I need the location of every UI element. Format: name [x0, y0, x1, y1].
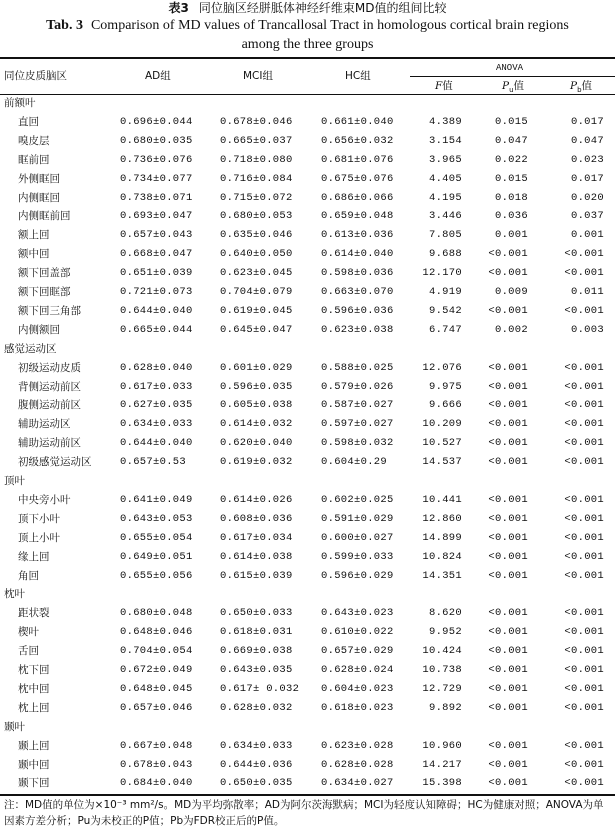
header-pu: $P_u$值	[502, 80, 525, 95]
cell-hc: 0.588±0.025	[321, 361, 394, 374]
region-name: 顶下小叶	[18, 512, 60, 525]
cell-ad: 0.657±0.046	[120, 701, 193, 714]
region-name: 辅助运动区	[18, 418, 71, 431]
cell-ad: 0.643±0.053	[120, 512, 193, 525]
cell-f: 14.899	[422, 531, 462, 544]
caption-cn	[0, 0, 615, 16]
cell-f: 9.975	[428, 380, 462, 393]
cell-pb: <0.001	[564, 493, 604, 506]
caption-cn-label: 表3	[168, 1, 189, 15]
cell-mci: 0.680±0.053	[220, 210, 293, 223]
cell-hc: 0.634±0.027	[321, 777, 394, 790]
table-note: 注：MD值的单位为×10⁻³ mm²/s。MD为平均弥散率；AD为阿尔茨海默病；MCI为轻度认知障碍；HC为健康对照；ANOVA为单因素方差分析；Pu为未校正的P值；Pb为FDR校正后的P值。	[4, 799, 604, 827]
cell-pu: <0.001	[488, 682, 528, 695]
cell-hc: 0.618±0.023	[321, 701, 394, 714]
cell-f: 3.154	[428, 134, 462, 147]
anova-rule	[410, 76, 615, 77]
region-name: 直回	[18, 115, 39, 128]
caption-en-title-2: among the three groups	[241, 37, 374, 52]
cell-ad: 0.696±0.044	[120, 115, 193, 128]
cell-hc: 0.591±0.029	[321, 512, 394, 525]
cell-mci: 0.619±0.032	[220, 456, 293, 469]
cell-ad: 0.657±0.043	[120, 229, 193, 242]
region-name: 额中回	[18, 248, 50, 261]
cell-mci: 0.614±0.026	[220, 493, 293, 506]
region-name: 额下回眶部	[18, 286, 71, 298]
cell-f: 4.919	[428, 286, 462, 298]
header-f: F值	[435, 80, 453, 92]
cell-f: 10.738	[422, 664, 462, 676]
cell-hc: 0.659±0.048	[321, 210, 394, 223]
cell-pb: 0.047	[570, 134, 604, 147]
cell-pb: <0.001	[564, 304, 604, 317]
region-name: 背侧运动前区	[18, 380, 81, 393]
cell-mci: 0.704±0.079	[220, 286, 293, 298]
header-ad: AD组	[145, 70, 171, 82]
cell-pu: <0.001	[488, 304, 528, 317]
cell-ad: 0.693±0.047	[120, 210, 193, 223]
cell-f: 15.398	[422, 777, 462, 790]
cell-pb: <0.001	[564, 267, 604, 280]
cell-ad: 0.655±0.054	[120, 531, 193, 544]
group-heading: 枕叶	[4, 588, 25, 601]
cell-mci: 0.628±0.032	[220, 701, 293, 714]
cell-ad: 0.628±0.040	[120, 361, 193, 374]
cell-pb: 0.020	[570, 191, 604, 204]
cell-pb: <0.001	[564, 399, 604, 412]
cell-pu: <0.001	[488, 380, 528, 393]
region-name: 额下回盖部	[18, 267, 71, 280]
group-heading: 感觉运动区	[4, 342, 57, 355]
caption-en-label: Tab. 3	[46, 18, 83, 33]
cell-pb: <0.001	[564, 777, 604, 790]
cell-hc: 0.614±0.040	[321, 248, 394, 261]
region-name: 楔叶	[18, 626, 39, 639]
cell-pb: <0.001	[564, 550, 604, 563]
region-name: 颞中回	[18, 758, 50, 771]
cell-ad: 0.738±0.071	[120, 191, 193, 204]
cell-mci: 0.596±0.035	[220, 380, 293, 393]
cell-pb: 0.011	[570, 286, 604, 298]
header-anova: ANOVA	[496, 63, 524, 73]
cell-pb: <0.001	[564, 682, 604, 695]
cell-f: 10.527	[422, 437, 462, 450]
region-name: 额上回	[18, 229, 50, 242]
region-name: 顶上小叶	[18, 531, 60, 544]
cell-mci: 0.601±0.029	[220, 361, 293, 374]
cell-f: 10.441	[422, 493, 462, 506]
cell-pb: <0.001	[564, 739, 604, 752]
cell-pu: <0.001	[488, 267, 528, 280]
cell-mci: 0.665±0.037	[220, 134, 293, 147]
cell-pb: <0.001	[564, 701, 604, 714]
cell-f: 12.860	[422, 512, 462, 525]
cell-mci: 0.650±0.033	[220, 607, 293, 620]
region-name: 缘上回	[18, 550, 50, 563]
group-heading: 顶叶	[4, 475, 25, 487]
cell-mci: 0.640±0.050	[220, 248, 293, 261]
header-mci: MCI组	[243, 70, 273, 82]
cell-hc: 0.623±0.028	[321, 739, 394, 752]
cell-pu: <0.001	[488, 456, 528, 469]
region-name: 内侧眶前回	[18, 210, 71, 223]
cell-hc: 0.597±0.027	[321, 418, 394, 431]
caption-en-line1	[0, 17, 615, 35]
cell-f: 12.076	[422, 361, 462, 374]
cell-f: 10.960	[422, 739, 462, 752]
region-name: 枕中回	[18, 682, 50, 695]
cell-hc: 0.579±0.026	[321, 380, 394, 393]
cell-f: 10.424	[422, 645, 462, 658]
cell-f: 10.824	[422, 550, 462, 563]
cell-f: 12.170	[422, 267, 462, 280]
cell-mci: 0.716±0.084	[220, 172, 293, 185]
region-name: 嗅皮层	[18, 134, 50, 147]
cell-pb: <0.001	[564, 626, 604, 639]
cell-pu: 0.002	[494, 323, 528, 336]
region-name: 眶前回	[18, 153, 50, 166]
cell-pb: <0.001	[564, 645, 604, 658]
cell-pu: <0.001	[488, 493, 528, 506]
cell-f: 9.688	[428, 248, 462, 261]
cell-f: 12.729	[422, 682, 462, 695]
cell-mci: 0.718±0.080	[220, 153, 293, 166]
cell-mci: 0.678±0.046	[220, 115, 293, 128]
cell-hc: 0.598±0.032	[321, 437, 394, 450]
cell-ad: 0.668±0.047	[120, 248, 193, 261]
cell-f: 6.747	[428, 323, 462, 336]
cell-ad: 0.655±0.056	[120, 569, 193, 582]
cell-ad: 0.644±0.040	[120, 304, 193, 317]
cell-ad: 0.648±0.045	[120, 682, 193, 695]
cell-pu: 0.001	[494, 229, 528, 242]
cell-mci: 0.635±0.046	[220, 229, 293, 242]
cell-ad: 0.648±0.046	[120, 626, 193, 639]
cell-mci: 0.634±0.033	[220, 739, 293, 752]
caption-cn-title: 同位脑区经胼胝体神经纤维束MD值的组间比较	[198, 1, 447, 15]
cell-pb: 0.003	[570, 323, 604, 336]
cell-hc: 0.598±0.036	[321, 267, 394, 280]
cell-pb: 0.001	[570, 229, 604, 242]
cell-hc: 0.686±0.066	[321, 191, 394, 204]
cell-pb: <0.001	[564, 569, 604, 582]
cell-pu: 0.022	[494, 153, 528, 166]
cell-pb: <0.001	[564, 380, 604, 393]
cell-pb: <0.001	[564, 664, 604, 676]
cell-pu: <0.001	[488, 512, 528, 525]
cell-ad: 0.678±0.043	[120, 758, 193, 771]
cell-pu: <0.001	[488, 418, 528, 431]
cell-ad: 0.667±0.048	[120, 739, 193, 752]
cell-pu: 0.018	[494, 191, 528, 204]
cell-ad: 0.641±0.049	[120, 493, 193, 506]
cell-ad: 0.680±0.035	[120, 134, 193, 147]
cell-hc: 0.596±0.036	[321, 304, 394, 317]
cell-mci: 0.618±0.031	[220, 626, 293, 639]
cell-pu: 0.047	[494, 134, 528, 147]
cell-pu: <0.001	[488, 399, 528, 412]
cell-hc: 0.610±0.022	[321, 626, 394, 639]
cell-mci: 0.644±0.036	[220, 758, 293, 771]
cell-hc: 0.657±0.029	[321, 645, 394, 658]
cell-hc: 0.656±0.032	[321, 134, 394, 147]
cell-f: 14.537	[422, 456, 462, 469]
cell-hc: 0.599±0.033	[321, 550, 394, 563]
region-name: 初级运动皮质	[18, 361, 81, 374]
cell-ad: 0.634±0.033	[120, 418, 193, 431]
region-name: 初级感觉运动区	[18, 456, 92, 469]
cell-pu: <0.001	[488, 248, 528, 261]
header-hc: HC组	[345, 70, 371, 82]
caption-en-line2	[0, 36, 615, 54]
header-pb: $P_b$值	[570, 80, 593, 95]
cell-pu: 0.036	[494, 210, 528, 223]
cell-pb: 0.017	[570, 172, 604, 185]
cell-ad: 0.680±0.048	[120, 607, 193, 620]
region-name: 内侧额回	[18, 323, 60, 336]
cell-pb: 0.023	[570, 153, 604, 166]
cell-hc: 0.613±0.036	[321, 229, 394, 242]
cell-pu: <0.001	[488, 626, 528, 639]
cell-hc: 0.675±0.076	[321, 172, 394, 185]
region-name: 舌回	[18, 645, 39, 658]
cell-f: 9.542	[428, 304, 462, 317]
cell-pu: <0.001	[488, 645, 528, 658]
cell-pu: <0.001	[488, 739, 528, 752]
cell-f: 4.389	[428, 115, 462, 128]
region-name: 颞下回	[18, 777, 50, 790]
cell-hc: 0.661±0.040	[321, 115, 394, 128]
cell-mci: 0.619±0.045	[220, 304, 293, 317]
cell-pu: 0.015	[494, 172, 528, 185]
cell-mci: 0.608±0.036	[220, 512, 293, 525]
cell-hc: 0.623±0.038	[321, 323, 394, 336]
region-name: 中央旁小叶	[18, 493, 71, 506]
table-top-rule	[0, 57, 615, 59]
group-heading: 颞叶	[4, 720, 25, 733]
cell-hc: 0.663±0.070	[321, 286, 394, 298]
cell-ad: 0.704±0.054	[120, 645, 193, 658]
cell-hc: 0.681±0.076	[321, 153, 394, 166]
region-name: 角回	[18, 569, 39, 582]
cell-mci: 0.643±0.035	[220, 664, 293, 676]
cell-pb: <0.001	[564, 531, 604, 544]
cell-ad: 0.684±0.040	[120, 777, 193, 790]
cell-pb: <0.001	[564, 607, 604, 620]
cell-f: 4.405	[428, 172, 462, 185]
cell-f: 14.217	[422, 758, 462, 771]
cell-f: 3.446	[428, 210, 462, 223]
cell-hc: 0.604±0.29	[321, 456, 388, 469]
region-name: 外侧眶回	[18, 172, 60, 185]
cell-mci: 0.617± 0.032	[220, 682, 300, 695]
cell-ad: 0.721±0.073	[120, 286, 193, 298]
cell-hc: 0.596±0.029	[321, 569, 394, 582]
cell-pb: 0.037	[570, 210, 604, 223]
cell-pb: <0.001	[564, 437, 604, 450]
cell-hc: 0.600±0.027	[321, 531, 394, 544]
cell-mci: 0.615±0.039	[220, 569, 293, 582]
cell-hc: 0.628±0.028	[321, 758, 394, 771]
cell-mci: 0.645±0.047	[220, 323, 293, 336]
cell-mci: 0.620±0.040	[220, 437, 293, 450]
cell-hc: 0.604±0.023	[321, 682, 394, 695]
cell-f: 7.805	[428, 229, 462, 242]
cell-ad: 0.657±0.53	[120, 456, 187, 469]
region-name: 额下回三角部	[18, 304, 81, 317]
cell-f: 8.620	[428, 607, 462, 620]
cell-mci: 0.614±0.038	[220, 550, 293, 563]
cell-ad: 0.651±0.039	[120, 267, 193, 280]
cell-pu: <0.001	[488, 777, 528, 790]
cell-pb: <0.001	[564, 361, 604, 374]
cell-pu: <0.001	[488, 701, 528, 714]
cell-pb: <0.001	[564, 456, 604, 469]
cell-pu: <0.001	[488, 531, 528, 544]
cell-mci: 0.650±0.035	[220, 777, 293, 790]
cell-pb: <0.001	[564, 418, 604, 431]
cell-pu: <0.001	[488, 550, 528, 563]
cell-pu: <0.001	[488, 437, 528, 450]
region-name: 辅助运动前区	[18, 437, 81, 450]
cell-ad: 0.649±0.051	[120, 550, 193, 563]
cell-pb: 0.017	[570, 115, 604, 128]
cell-ad: 0.617±0.033	[120, 380, 193, 393]
cell-ad: 0.627±0.035	[120, 399, 193, 412]
cell-ad: 0.672±0.049	[120, 664, 193, 676]
cell-pb: <0.001	[564, 248, 604, 261]
cell-f: 4.195	[428, 191, 462, 204]
caption-en-title-1: Comparison of MD values of Trancallosal Tract in homologous cortical brain regions	[90, 18, 569, 33]
cell-ad: 0.644±0.040	[120, 437, 193, 450]
cell-pu: <0.001	[488, 607, 528, 620]
group-heading: 前额叶	[4, 97, 36, 109]
cell-f: 9.952	[428, 626, 462, 639]
region-name: 枕下回	[18, 664, 50, 676]
cell-f: 3.965	[428, 153, 462, 166]
region-name: 枕上回	[18, 701, 50, 714]
cell-pu: <0.001	[488, 569, 528, 582]
cell-f: 10.209	[422, 418, 462, 431]
cell-f: 9.666	[428, 399, 462, 412]
cell-mci: 0.715±0.072	[220, 191, 293, 204]
cell-hc: 0.643±0.023	[321, 607, 394, 620]
cell-hc: 0.602±0.025	[321, 493, 394, 506]
cell-pu: <0.001	[488, 758, 528, 771]
cell-ad: 0.665±0.044	[120, 323, 193, 336]
cell-pb: <0.001	[564, 512, 604, 525]
cell-hc: 0.628±0.024	[321, 664, 394, 676]
cell-hc: 0.587±0.027	[321, 399, 394, 412]
cell-f: 9.892	[428, 701, 462, 714]
cell-f: 14.351	[422, 569, 462, 582]
cell-pu: <0.001	[488, 361, 528, 374]
table-bottom-rule	[0, 794, 615, 796]
cell-mci: 0.669±0.038	[220, 645, 293, 658]
region-name: 距状裂	[18, 607, 50, 620]
cell-mci: 0.617±0.034	[220, 531, 293, 544]
cell-pu: 0.009	[494, 286, 528, 298]
cell-mci: 0.623±0.045	[220, 267, 293, 280]
region-name: 内侧眶回	[18, 191, 60, 204]
cell-ad: 0.736±0.076	[120, 153, 193, 166]
cell-pb: <0.001	[564, 758, 604, 771]
cell-ad: 0.734±0.077	[120, 172, 193, 185]
cell-pu: 0.015	[494, 115, 528, 128]
region-name: 颞上回	[18, 739, 50, 752]
header-region: 同位皮质脑区	[4, 70, 67, 82]
cell-mci: 0.605±0.038	[220, 399, 293, 412]
region-name: 腹侧运动前区	[18, 399, 81, 412]
cell-mci: 0.614±0.032	[220, 418, 293, 431]
cell-pu: <0.001	[488, 664, 528, 676]
